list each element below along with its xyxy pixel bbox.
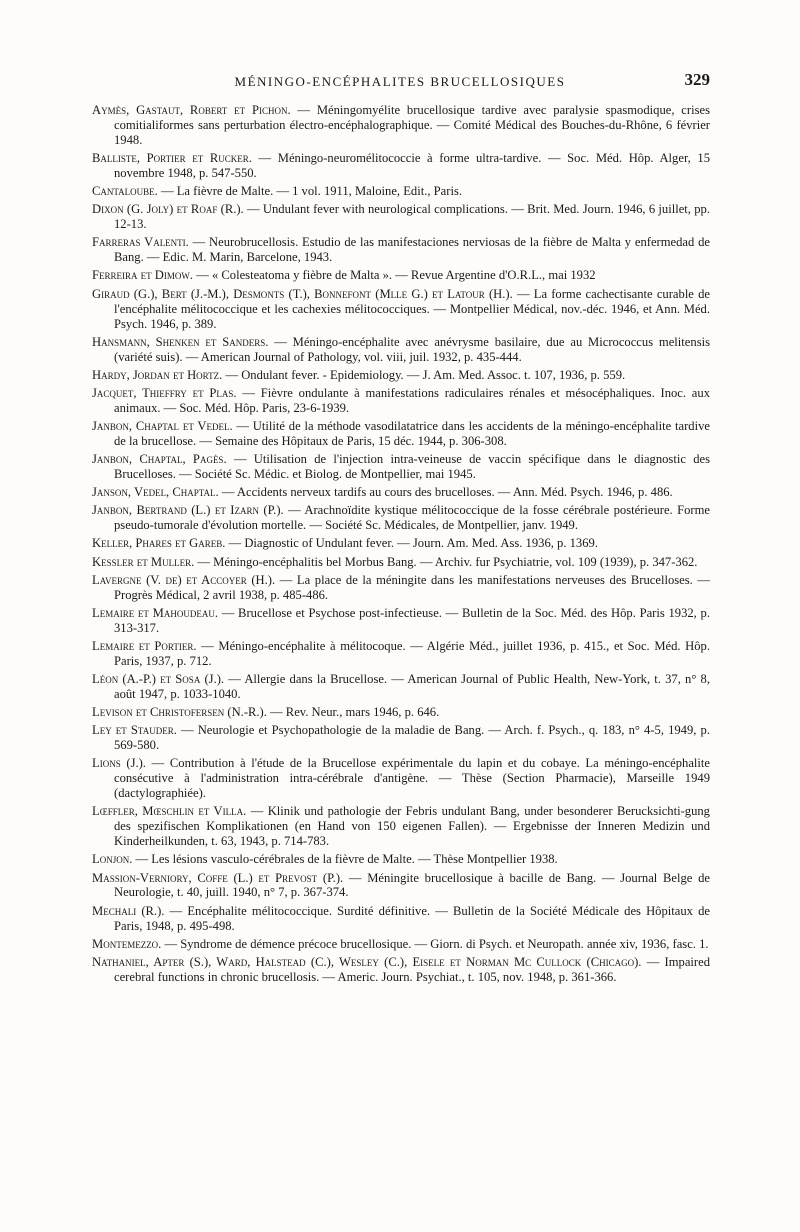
reference-text: — Impaired cerebral functions in chronic brucellosis. — Americ. Journ. Psychiat., t. 105, nov. 1948, p. 361-366. [114,954,710,984]
reference-authors: Montemezzo. [92,936,162,951]
reference-text: — Utilité de la méthode vasodilatatrice dans les accidents de la méningo-encéphalite tardive de la brucellose. — Semaine des Hôpitaux de Paris, 15 déc. 1944, p. 306-308. [114,418,710,448]
reference-text: — Utilisation de l'injection intra-veineuse de vaccin spécifique dans le diagnostic des Brucelloses. — Société Sc. Médic. et Biolog. de Montpellier, mai 1945. [114,452,710,482]
reference-entry [92,485,710,500]
reference-entry [92,573,710,603]
reference-authors: Lemaire et Portier. [92,638,197,653]
reference-entry [92,103,710,148]
reference-text: — La fièvre de Malte. — 1 vol. 1911, Maloine, Edit., Paris. [157,184,462,199]
reference-entry [92,756,710,801]
reference-entry [92,555,710,570]
reference-authors: Jacquet, Thieffry et Plas. [92,385,237,400]
reference-authors: Massion-Verniory, Coffe (L.) et Prevost (P.). [92,870,344,885]
reference-text: — Fièvre ondulante à manifestations radiculaires rénales et mésocéphaliques. Inoc. aux animaux. — Soc. Méd. Hôp. Paris, 23-6-1939. [114,385,710,415]
reference-authors: Lavergne (V. de) et Accoyer (H.). [92,572,276,587]
reference-text: — Méningomyélite brucellosique tardive avec paralysie spasmodique, crises comitialiformes sans perturbation électro-encéphalographique. — Comité Médical des Bouches-du-Rhône, 6 février 1948. [114,103,710,147]
reference-authors: Janson, Vedel, Chaptal. [92,485,219,500]
reference-entry [92,639,710,669]
reference-entry [92,287,710,332]
reference-text: — Méningite brucellosique à bacille de Bang. — Journal Belge de Neurologie, t. 40, juill. 1940, n° 7, p. 367-374. [114,870,710,900]
reference-entry [92,536,710,551]
reference-authors: Lonjon. [92,852,133,867]
reference-text: — Rev. Neur., mars 1946, p. 646. [266,705,440,720]
reference-entry [92,202,710,232]
reference-authors: Levison et Christofersen (N.-R.). [92,705,267,720]
reference-text: — Encéphalite mélitococcique. Surdité définitive. — Bulletin de la Société Médicale des Hôpitaux de Paris, 1948, p. 495-498. [114,903,710,933]
reference-authors: Hardy, Jordan et Hortz. [92,367,223,382]
page-header [90,70,710,94]
reference-authors: Cantaloube. [92,184,158,199]
reference-authors: Nathaniel, Apter (S.), Ward, Halstead (C.), Wesley (C.), Eisele et Norman Mc Cullock (Chicago). [92,954,642,969]
reference-entry [92,368,710,383]
reference-entry [92,672,710,702]
reference-list [92,103,710,988]
reference-entry [92,503,710,533]
reference-text: — Syndrome de démence précoce brucellosique. — Giorn. di Psych. et Neuropath. année xiv, 1936, fasc. 1. [161,936,709,951]
page-number: 329 [684,70,710,89]
reference-text: — Les lésions vasculo-cérébrales de la fièvre de Malte. — Thèse Montpellier 1938. [132,852,558,867]
reference-authors: Janbon, Chaptal et Vedel. [92,418,233,433]
reference-text: — Diagnostic of Undulant fever. — Journ. Am. Med. Ass. 1936, p. 1369. [225,536,598,551]
reference-authors: Aymès, Gastaut, Robert et Pichon. [92,103,291,117]
reference-authors: Farreras Valenti. [92,235,189,250]
reference-entry [92,723,710,753]
reference-entry [92,268,710,283]
reference-text: — Méningo-neuromélitococcie à forme ultra-tardive. — Soc. Méd. Hôp. Alger, 15 novembre 1948, p. 547-550. [114,151,710,180]
reference-text: — Neurobrucellosis. Estudio de las manifestaciones nerviosas de la fièbre de Malta y enfermedad de Bang. — Edic. M. Marin, Barcelone, 1943. [114,235,710,265]
reference-text: — « Colesteatoma y fièbre de Malta ». — Revue Argentine d'O.R.L., mai 1932 [193,268,596,283]
reference-authors: Léon (A.-P.) et Sosa (J.). [92,671,225,686]
reference-text: — Méningo-encéphalitis bel Morbus Bang. — Archiv. fur Psychiatrie, vol. 109 (1939), p. 347-362. [194,554,698,569]
reference-authors: Lions (J.). [92,756,146,771]
reference-authors: Keller, Phares et Gareb. [92,536,226,551]
reference-authors: Janbon, Bertrand (L.) et Izarn (P.). [92,503,284,518]
reference-authors: Ley et Stauder. [92,723,177,738]
reference-authors: Kessler et Muller. [92,554,195,569]
reference-authors: Janbon, Chaptal, Pagès. [92,452,227,467]
reference-entry [92,606,710,636]
reference-authors: Ferreira et Dimow. [92,268,194,283]
reference-text: — La forme cachectisante curable de l'encéphalite mélitococcique et les cachexies mélitococciques. — Montpellier Médical, nov.-déc. 1946, et Ann. Méd. Psych. 1946, p. 389. [114,286,710,331]
reference-text: — Méningo-encéphalite à mélitocoque. — Algérie Méd., juillet 1936, p. 415., et Soc. Méd. Hôp. Paris, 1937, p. 712. [114,638,711,668]
reference-text: — Ondulant fever. - Epidemiology. — J. Am. Med. Assoc. t. 107, 1936, p. 559. [222,367,626,382]
reference-text: — Brucellose et Psychose post-infectieuse. — Bulletin de la Soc. Méd. des Hôp. Paris 1932, p. 313-317. [114,605,711,635]
reference-text: — Neurologie et Psychopathologie de la maladie de Bang. — Arch. f. Psych., q. 183, n° 4-5, 1949, p. 569-580. [114,723,710,753]
reference-entry [92,705,710,720]
reference-text: — Méningo-encéphalite avec anévrysme basilaire, due au Micrococcus melitensis (variété suis). — American Journal of Pathology, vol. viii, juil. 1932, p. 435-444. [114,334,710,364]
reference-text: — Contribution à l'étude de la Brucellose expérimentale du lapin et du cobaye. La méningo-encéphalite consécutive à l'administration intra-cérébrale d'antigène. — Thèse (Section Pharmacie), Marseille 1949 (dactylographiée). [114,756,710,801]
reference-entry [92,937,710,952]
reference-text: — Accidents nerveux tardifs au cours des brucelloses. — Ann. Méd. Psych. 1946, p. 486. [218,485,673,500]
reference-entry [92,904,710,934]
reference-entry [92,184,710,199]
reference-entry [92,419,710,449]
reference-entry [92,452,710,482]
reference-entry [92,335,710,365]
reference-entry [92,955,710,985]
reference-entry [92,871,710,901]
reference-text: — La place de la méningite dans les manifestations nerveuses des Brucelloses. — Progrès Médical, 2 avril 1938, p. 485-486. [114,572,710,602]
reference-text: — Undulant fever with neurological complications. — Brit. Med. Journ. 1946, 6 juillet, pp. 12-13. [114,202,710,232]
reference-text: — Klinik und pathologie der Febris undulant Bang, under besonderer Berucksichti-gung des spezifischen Komplikationen (en Hand von 150 eigenen Fallen). — Ergebnisse der Inneren Medizin und Kinderheilkunden, t. 63, 1943, p. 714-783. [114,804,710,849]
reference-text: — Allergie dans la Brucellose. — American Journal of Public Health, New-York, t. 37, n° 8, août 1947, p. 1033-1040. [114,671,710,701]
reference-entry [92,386,710,416]
reference-authors: Lemaire et Mahoudeau. [92,605,218,620]
reference-entry [92,852,710,867]
running-title: MÉNINGO-ENCÉPHALITES BRUCELLOSIQUES [234,74,566,89]
reference-authors: Balliste, Portier et Rucker. [92,151,252,166]
reference-authors: Hansmann, Shenken et Sanders. [92,334,269,349]
reference-entry [92,804,710,849]
reference-entry [92,235,710,265]
reference-text: — Arachnoïdite kystique mélitococcique de la fosse cérébrale postérieure. Forme pseudo-tumorale d'évolution mortelle. — Société Sc. Médicales, de Montpellier, janv. 1949. [114,503,710,533]
reference-authors: Giraud (G.), Bert (J.-M.), Desmonts (T.), Bonnefont (Mlle G.) et Latour (H.). [92,286,513,301]
reference-authors: Dixon (G. Joly) et Roaf (R.). [92,202,244,217]
reference-entry [92,151,710,181]
reference-authors: Lœffler, Mœschlin et Villa. [92,804,247,819]
reference-authors: Mechali (R.). [92,903,165,918]
